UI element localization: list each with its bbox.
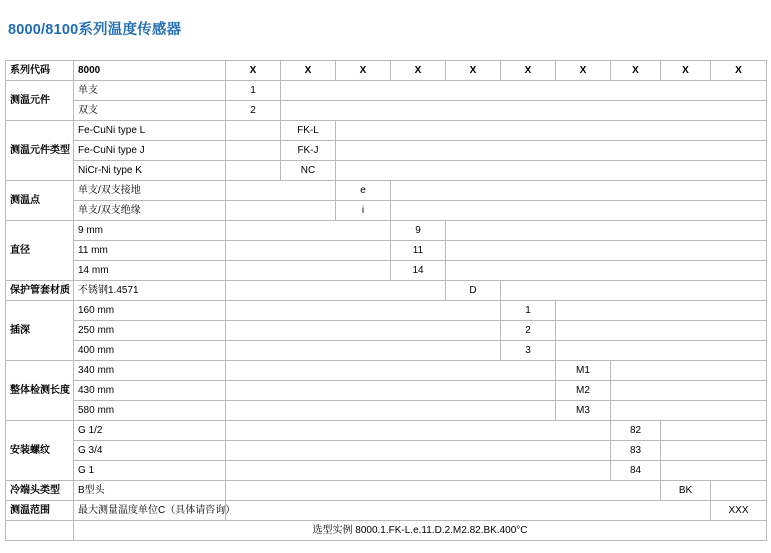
row-code: M2: [556, 381, 611, 401]
header-col-x-4: X: [391, 61, 446, 81]
row-blank: [336, 161, 767, 181]
table-row: [6, 201, 767, 221]
row-blank: [556, 341, 767, 361]
table-row: [6, 281, 767, 301]
table-row: [6, 341, 767, 361]
table-row: [6, 221, 767, 241]
row-desc: G 3/4: [74, 441, 226, 461]
group-label-thread: 安装螺纹: [6, 421, 74, 481]
row-code: 9: [391, 221, 446, 241]
row-desc: Fe-CuNi type L: [74, 121, 226, 141]
row-blank: [226, 301, 501, 321]
row-blank: [226, 341, 501, 361]
row-desc: 单支: [74, 81, 226, 101]
row-blank: [226, 481, 661, 501]
row-code: NC: [281, 161, 336, 181]
row-blank: [661, 421, 767, 441]
order-example: 选型实例 8000.1.FK-L.e.11.D.2.M2.82.BK.400°C: [74, 521, 767, 541]
row-blank: [711, 481, 767, 501]
group-label-head-type: 冷端头类型: [6, 481, 74, 501]
group-label-element-type: 测温元件类型: [6, 121, 74, 181]
row-blank: [391, 201, 767, 221]
group-label-measuring-point: 测温点: [6, 181, 74, 221]
row-desc: 580 mm: [74, 401, 226, 421]
row-code: 2: [501, 321, 556, 341]
row-code: 3: [501, 341, 556, 361]
table-row: [6, 141, 767, 161]
table-row: [6, 421, 767, 441]
row-desc: G 1: [74, 461, 226, 481]
row-code: 14: [391, 261, 446, 281]
group-label-sensing-element: 测温元件: [6, 81, 74, 121]
row-blank: [226, 281, 446, 301]
row-blank: [226, 241, 391, 261]
row-blank: [226, 501, 711, 521]
row-blank: [226, 441, 611, 461]
example-spacer: [6, 521, 74, 541]
page-title: 8000/8100系列温度传感器: [8, 22, 182, 38]
row-desc: 单支/双支绝缘: [74, 201, 226, 221]
row-code: i: [336, 201, 391, 221]
row-code: 82: [611, 421, 661, 441]
table-row: [6, 81, 767, 101]
group-label-diameter: 直径: [6, 221, 74, 281]
row-desc: G 1/2: [74, 421, 226, 441]
header-label: 系列代码: [6, 61, 74, 81]
row-blank: [556, 321, 767, 341]
row-desc: 400 mm: [74, 341, 226, 361]
row-blank: [661, 441, 767, 461]
group-label-insertion-depth: 插深: [6, 301, 74, 361]
row-blank: [446, 261, 767, 281]
table-row: [6, 441, 767, 461]
header-col-x-9: X: [661, 61, 711, 81]
row-code: FK-J: [281, 141, 336, 161]
row-blank: [336, 141, 767, 161]
row-blank: [281, 101, 767, 121]
row-desc: 最大测量温度单位C（具体请咨询）: [74, 501, 226, 521]
row-blank: [226, 321, 501, 341]
table-row: [6, 181, 767, 201]
row-desc: 双支: [74, 101, 226, 121]
row-code: 1: [226, 81, 281, 101]
header-col-x-2: X: [281, 61, 336, 81]
row-desc: 160 mm: [74, 301, 226, 321]
row-desc: Fe-CuNi type J: [74, 141, 226, 161]
row-blank: [391, 181, 767, 201]
table-row: [6, 481, 767, 501]
row-desc: 9 mm: [74, 221, 226, 241]
row-desc: B型头: [74, 481, 226, 501]
row-code: 83: [611, 441, 661, 461]
table-row: [6, 241, 767, 261]
header-col-x-3: X: [336, 61, 391, 81]
row-desc: 单支/双支接地: [74, 181, 226, 201]
header-col-x-7: X: [556, 61, 611, 81]
table-row: [6, 121, 767, 141]
row-code: 11: [391, 241, 446, 261]
row-blank: [226, 221, 391, 241]
table-row: [6, 161, 767, 181]
header-col-x-6: X: [501, 61, 556, 81]
row-blank: [501, 281, 767, 301]
row-blank: [611, 401, 767, 421]
row-blank: [611, 361, 767, 381]
table-row: [6, 321, 767, 341]
row-desc: NiCr-Ni type K: [74, 161, 226, 181]
row-blank: [226, 461, 611, 481]
table-body: [6, 61, 767, 541]
header-col-x-10: X: [711, 61, 767, 81]
row-blank: [226, 361, 556, 381]
row-code: XXX: [711, 501, 767, 521]
row-blank: [661, 461, 767, 481]
row-desc: 430 mm: [74, 381, 226, 401]
row-code: M1: [556, 361, 611, 381]
header-col-x-8: X: [611, 61, 661, 81]
group-label-sheath-material: 保护管套材质: [6, 281, 74, 301]
row-blank: [226, 261, 391, 281]
row-blank: [226, 181, 336, 201]
table-row: [6, 101, 767, 121]
table-row: [6, 501, 767, 521]
group-label-temperature-range: 测温范围: [6, 501, 74, 521]
row-code: 1: [501, 301, 556, 321]
table-row: [6, 401, 767, 421]
row-desc: 340 mm: [74, 361, 226, 381]
row-blank: [281, 81, 767, 101]
row-blank: [611, 381, 767, 401]
row-blank: [226, 121, 281, 141]
row-blank: [446, 221, 767, 241]
row-blank: [446, 241, 767, 261]
row-blank: [226, 401, 556, 421]
table-row: [6, 261, 767, 281]
row-blank: [336, 121, 767, 141]
row-blank: [556, 301, 767, 321]
row-blank: [226, 381, 556, 401]
header-model: 8000: [74, 61, 226, 81]
row-code: D: [446, 281, 501, 301]
product-code-table: [5, 60, 767, 541]
row-blank: [226, 141, 281, 161]
row-blank: [226, 421, 611, 441]
row-desc: 250 mm: [74, 321, 226, 341]
row-desc: 14 mm: [74, 261, 226, 281]
table-row: [6, 461, 767, 481]
table-header-row: [6, 61, 767, 81]
header-col-x-1: X: [226, 61, 281, 81]
row-desc: 不锈钢1.4571: [74, 281, 226, 301]
row-code: 2: [226, 101, 281, 121]
header-col-x-5: X: [446, 61, 501, 81]
row-blank: [226, 201, 336, 221]
row-code: FK-L: [281, 121, 336, 141]
row-code: M3: [556, 401, 611, 421]
row-code: 84: [611, 461, 661, 481]
group-label-total-length: 整体检测长度: [6, 361, 74, 421]
table-row: [6, 301, 767, 321]
row-code: e: [336, 181, 391, 201]
table-row: [6, 381, 767, 401]
row-desc: 11 mm: [74, 241, 226, 261]
example-row: [6, 521, 767, 541]
row-blank: [226, 161, 281, 181]
row-code: BK: [661, 481, 711, 501]
table-row: [6, 361, 767, 381]
